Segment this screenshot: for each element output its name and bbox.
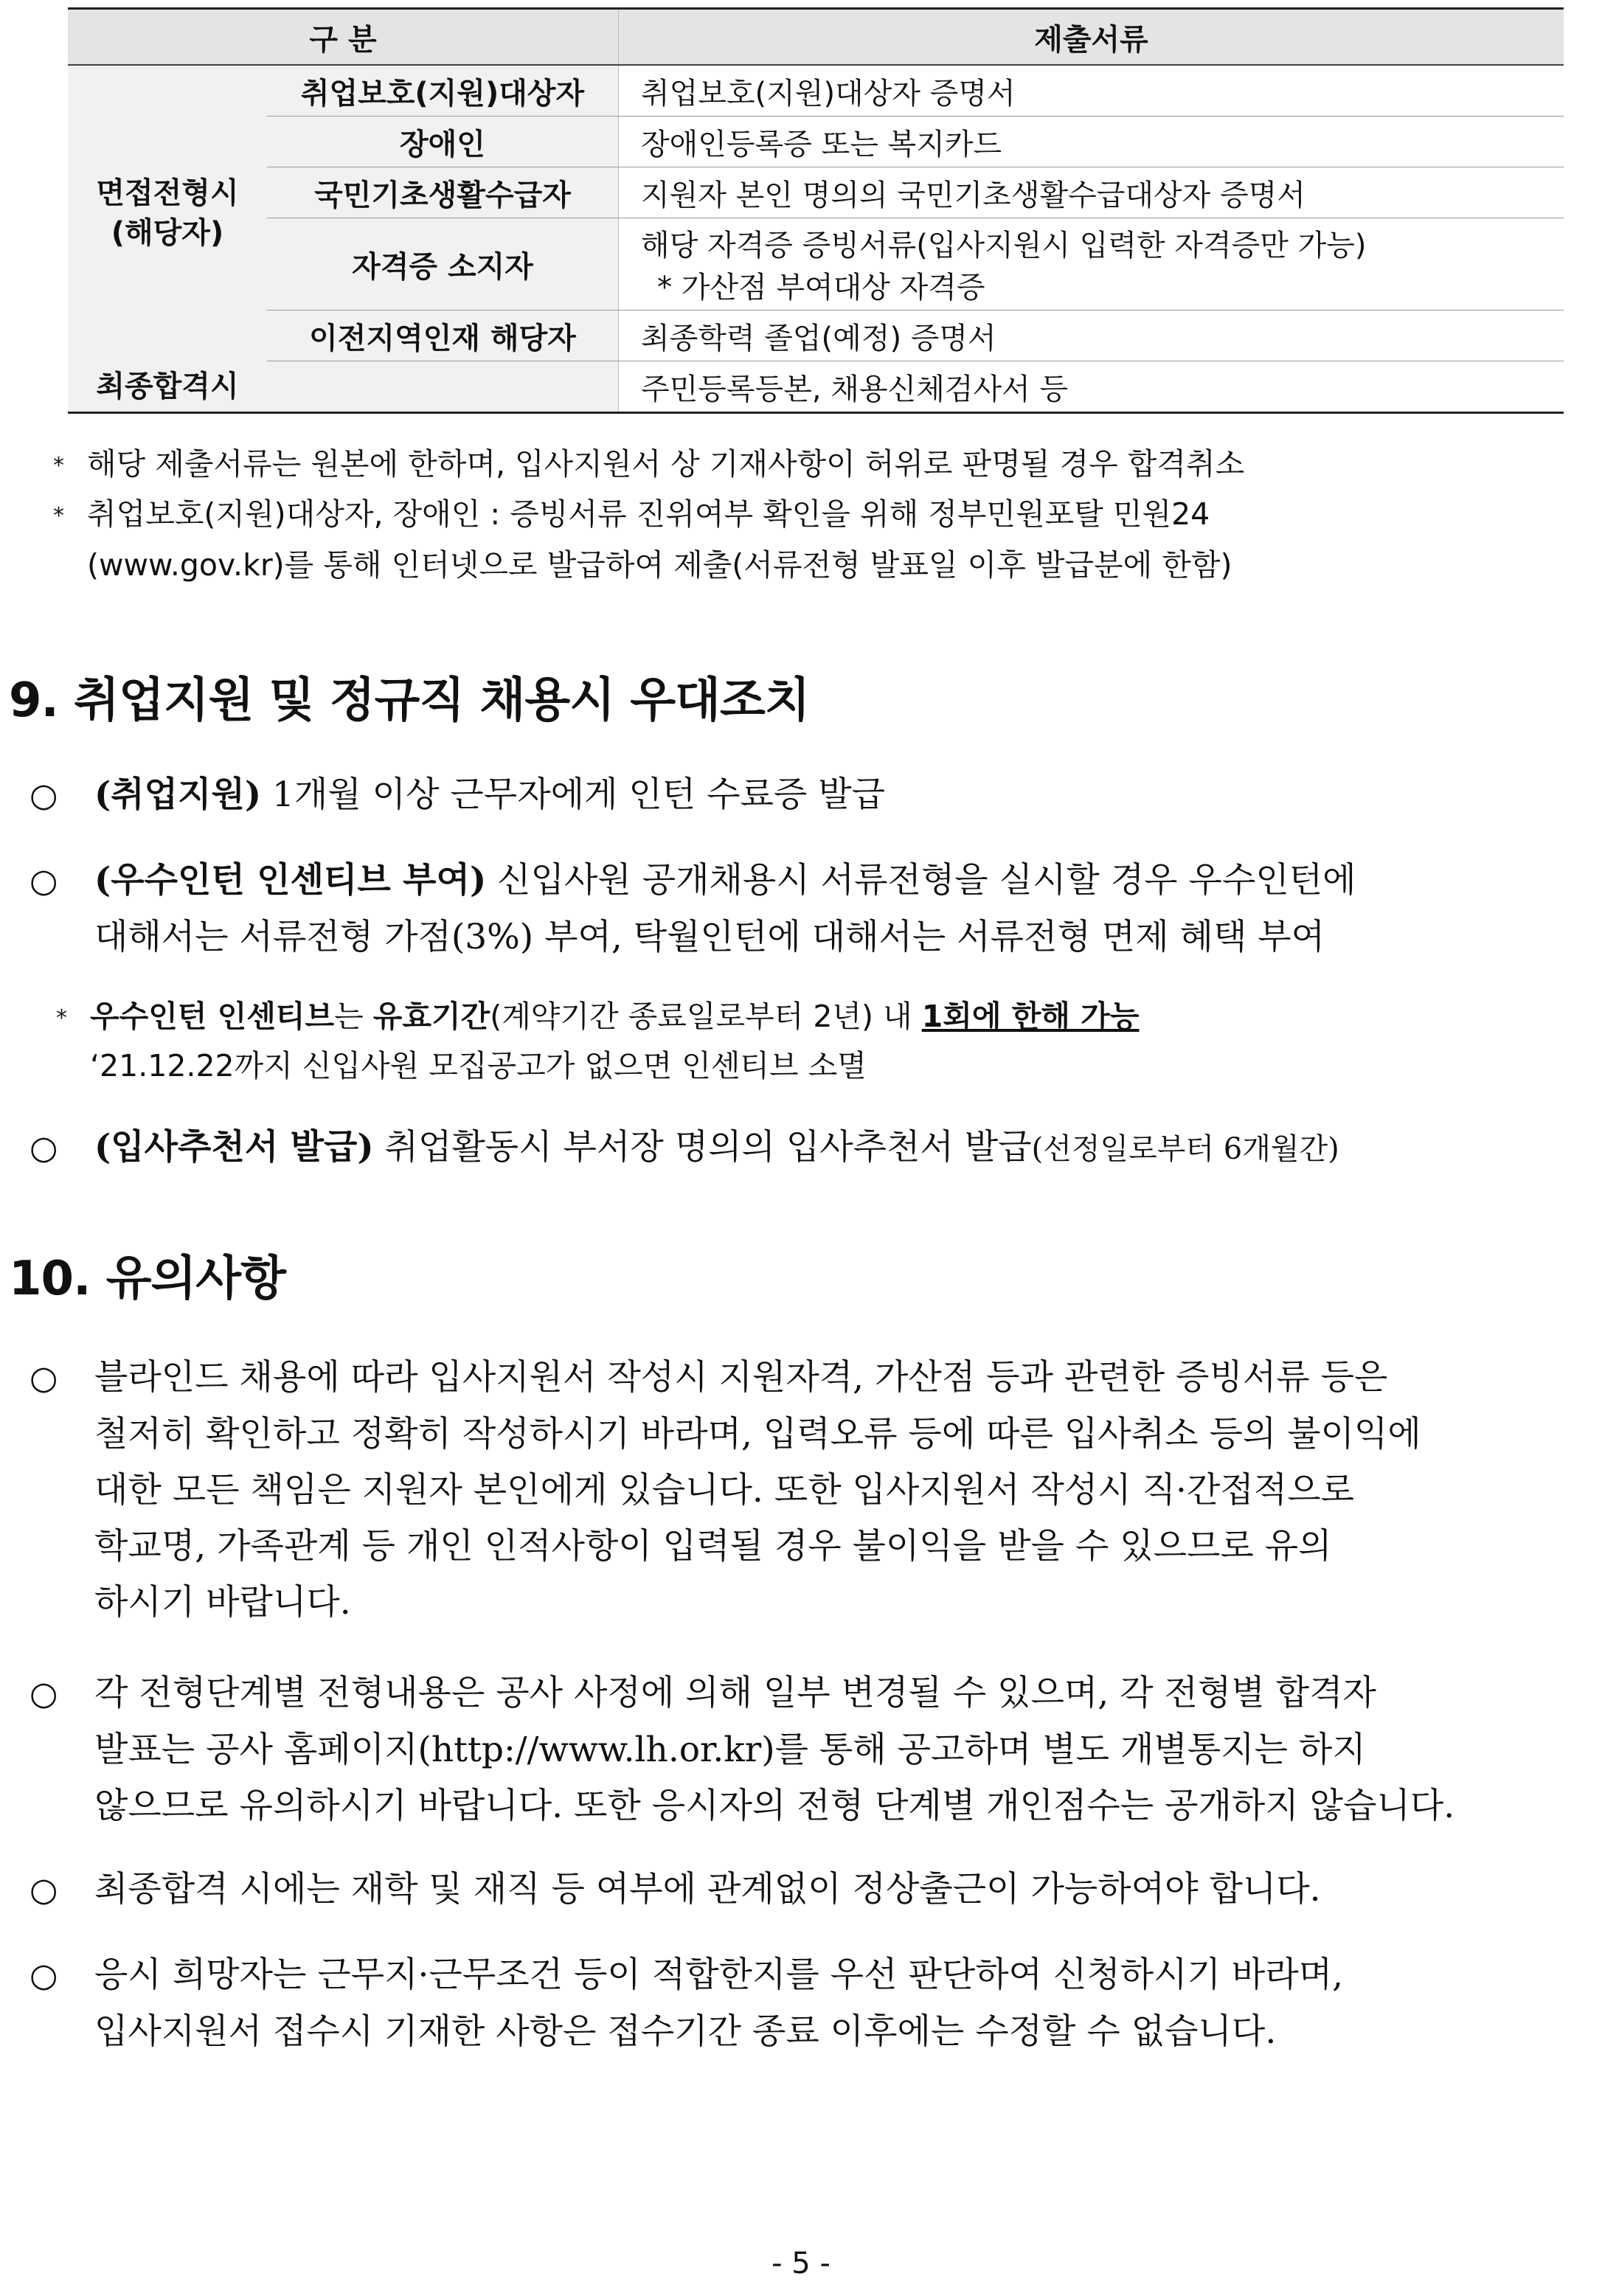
table-row [68,65,1564,117]
table-header-category: 구 분 [68,9,619,66]
note-original-docs: * 해당 제출서류는 원본에 한하며, 입사지원서 상 기재사항이 허위로 판명될 경우 합격취소 [53,446,1245,482]
section-10-title: 10. 유의사항 [9,1252,285,1306]
bullet-stage-changes: ○ 각 전형단계별 전형내용은 공사 사정에 의해 일부 변경될 수 있으며, 각 전형별 합격자 발표는 공사 홈페이지(http://www.lh.or.kr)를 통해 공고하며 별도 개별통지는 하지 않으므로 유의하시기 바랍니다. 또한 응시자의 전형 단계별 개인점수는 공개하지 않습니다. [30,1673,1455,1826]
bullet-final-attendance: ○ 최종합격 시에는 재학 및 재직 등 여부에 관계없이 정상출근이 가능하여야 합니다. [30,1869,1321,1910]
row-documents: 최종학력 졸업(예정) 증명서 [619,311,1564,361]
table-row [68,361,1564,413]
incentive-note: * 우수인턴 인센티브는 유효기간(계약기간 종료일로부터 2년) 내 1회에 한해 가능 ‘21.12.22까지 신입사원 모집공고가 없으면 인센티브 소멸 [56,999,1140,1083]
row-category: 국민기초생활수급자 [267,167,619,218]
table-row [68,218,1564,311]
row-category: 취업보호(지원)대상자 [267,65,619,117]
row-documents: 지원자 본인 명의의 국민기초생활수급대상자 증명서 [619,167,1564,218]
section-9-title: 9. 취업지원 및 정규직 채용시 우대조치 [9,673,810,728]
bullet-intern-incentive: ○ (우수인턴 인센티브 부여) 신입사원 공개채용시 서류전형을 실시할 경우 우수인턴에 대해서는 서류전형 가점(3%) 부여, 탁월인턴에 대해서는 서류전형 면제 혜택 부여 [30,860,1356,957]
bullet-application-notice: ○ 응시 희망자는 근무지·근무조건 등이 적합한지를 우선 판단하여 신청하시기 바라며, 입사지원서 접수시 기재한 사항은 접수기간 종료 이후에는 수정할 수 없습니다. [30,1955,1344,2052]
row-category: 장애인 [267,117,619,167]
bullet-employment-support: ○ (취업지원) 1개월 이상 근무자에게 인턴 수료증 발급 [30,774,886,815]
bullet-recommendation-letter: ○ (입사추천서 발급) 취업활동시 부서장 명의의 입사추천서 발급(선정일로부터 6개월간) [30,1127,1339,1168]
row-category: 자격증 소지자 [267,218,619,311]
row-documents: 해당 자격증 증빙서류(입사지원시 입력한 자격증만 가능) * 가산점 부여대상 자격증 [619,218,1564,311]
row-documents: 장애인등록증 또는 복지카드 [619,117,1564,167]
table-header-documents: 제출서류 [619,9,1564,66]
row-documents: 주민등록등본, 채용신체검사서 등 [619,361,1564,413]
table-row [68,167,1564,218]
bullet-blind-hiring: ○ 블라인드 채용에 따라 입사지원서 작성시 지원자격, 가산점 등과 관련한 증빙서류 등은 철저히 확인하고 정확히 작성하시기 바라며, 입력오류 등에 따른 입사취소 등의 불이익에 대한 모든 책임은 지원자 본인에게 있습니다. 또한 입사지원서 작성시 직·간접적으로 학교명, 가족관계 등 개인 인적사항이 입력될 경우 불이익을 받을 수 있으므로 유의 하시기 바랍니다. [30,1357,1421,1623]
table-row [68,117,1564,167]
group-label-interview: 면접전형시 (해당자) [68,65,267,361]
page-number: - 5 - [771,2247,831,2281]
group-label-final: 최종합격시 [68,361,267,413]
note-verification: * 취업보호(지원)대상자, 장애인 : 증빙서류 진위여부 확인을 위해 정부민원포탈 민원24 (www.gov.kr)를 통해 인터넷으로 발급하여 제출(서류전형 발표일 이후 발급분에 한함) [53,496,1232,583]
table-row [68,311,1564,361]
row-documents: 취업보호(지원)대상자 증명서 [619,65,1564,117]
documents-table [68,7,1564,414]
row-category-empty [267,361,619,413]
row-category: 이전지역인재 해당자 [267,311,619,361]
